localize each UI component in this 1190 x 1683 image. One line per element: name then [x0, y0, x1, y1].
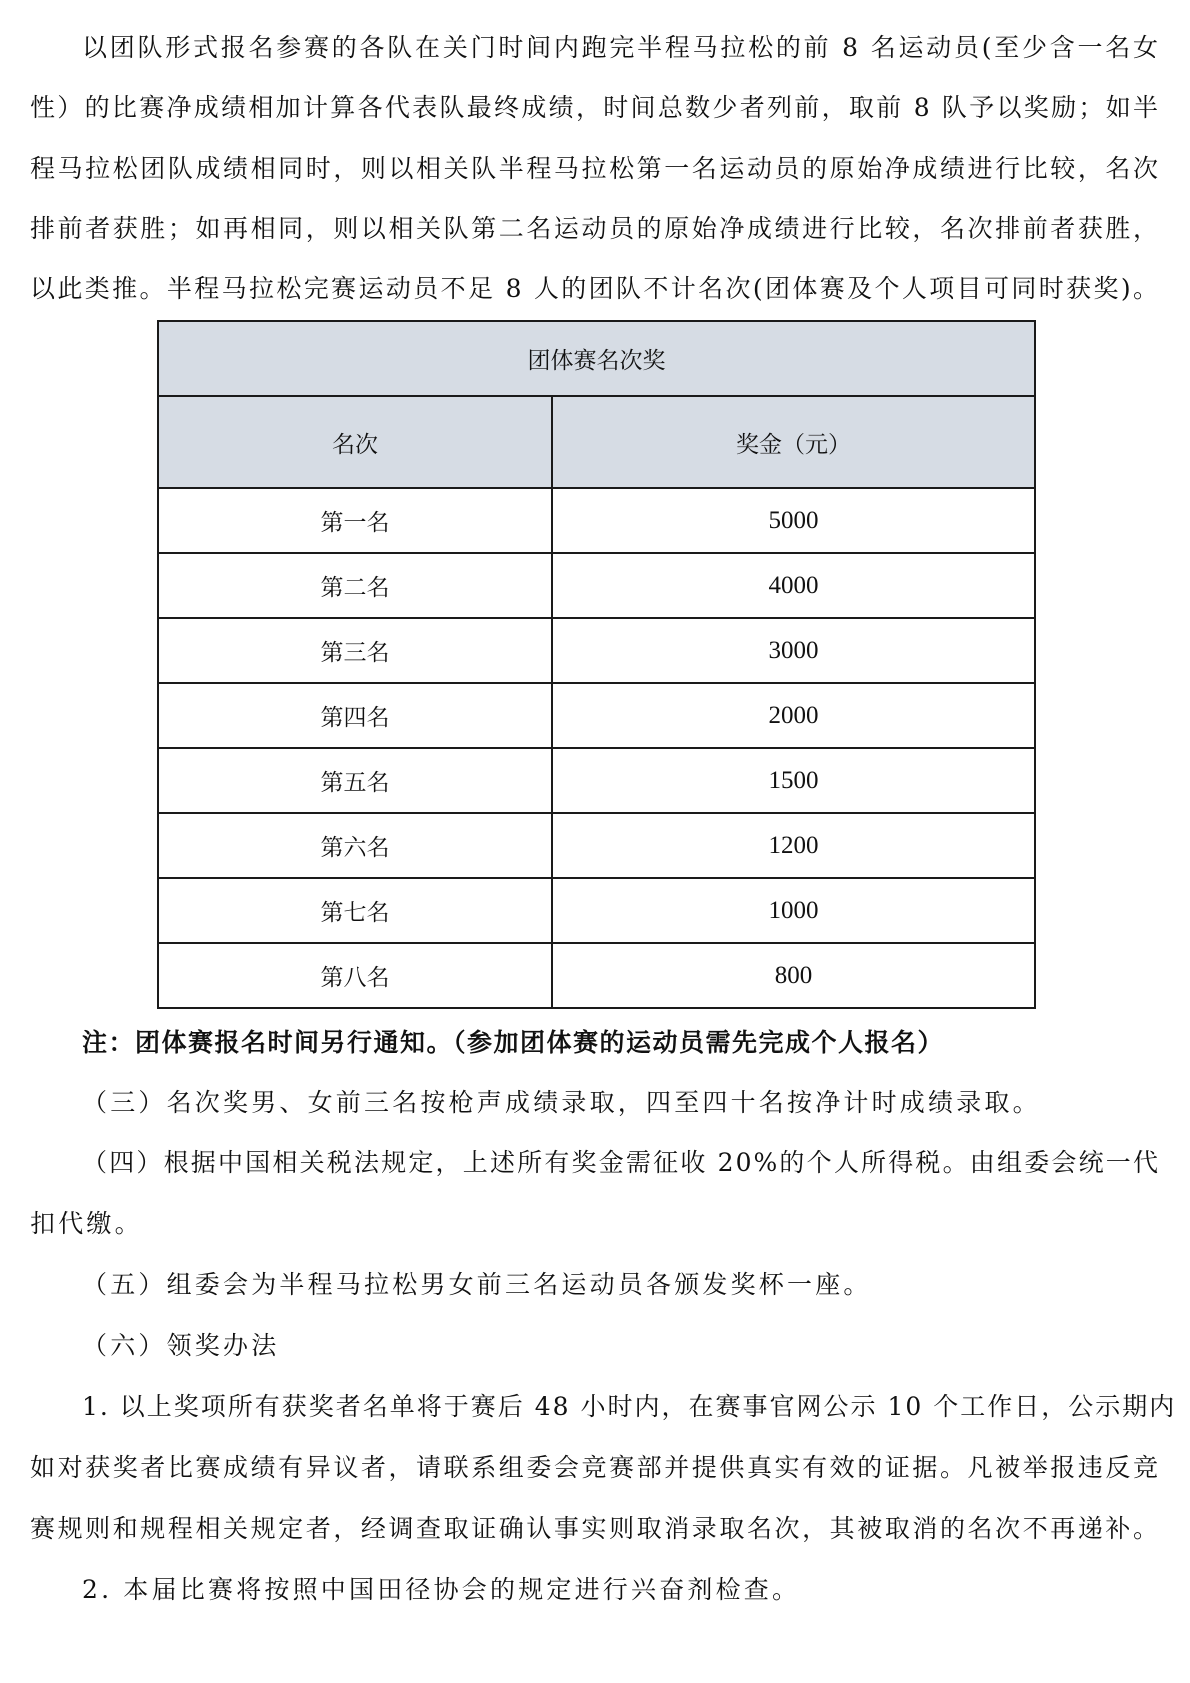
amount-cell: 2000	[552, 683, 1035, 748]
amount-cell: 4000	[552, 553, 1035, 618]
table-header-row	[158, 396, 1035, 488]
rank-cell: 第二名	[158, 553, 552, 618]
table-row	[158, 813, 1035, 878]
amount-cell: 1000	[552, 878, 1035, 943]
rank-cell: 第三名	[158, 618, 552, 683]
team-registration-note: 注：团体赛报名时间另行通知。（参加团体赛的运动员需先完成个人报名）	[82, 1028, 945, 1057]
rank-cell: 第一名	[158, 488, 552, 553]
amount-cell: 1200	[552, 813, 1035, 878]
table-title: 团体赛名次奖	[158, 321, 1035, 396]
section-4-line-1: （四）根据中国相关税法规定，上述所有奖金需征收 20%的个人所得税。由组委会统一代	[82, 1148, 1160, 1177]
intro-line-5: 以此类推。半程马拉松完赛运动员不足 8 人的团队不计名次(团体赛及个人项目可同时获奖)。	[30, 274, 1160, 303]
rank-cell: 第六名	[158, 813, 552, 878]
section-6-item-2: 2. 本届比赛将按照中国田径协会的规定进行兴奋剂检查。	[82, 1575, 801, 1604]
section-6-item-1-line-2: 如对获奖者比赛成绩有异议者，请联系组委会竞赛部并提供真实有效的证据。凡被举报违反竞	[30, 1453, 1160, 1482]
intro-line-3: 程马拉松团队成绩相同时，则以相关队半程马拉松第一名运动员的原始净成绩进行比较，名次	[30, 154, 1160, 183]
table-row	[158, 943, 1035, 1008]
column-header-rank: 名次	[158, 396, 552, 488]
rank-cell: 第四名	[158, 683, 552, 748]
table-title-row	[158, 321, 1035, 396]
section-6-item-1-line-3: 赛规则和规程相关规定者，经调查取证确认事实则取消录取名次，其被取消的名次不再递补。	[30, 1514, 1160, 1543]
table-row	[158, 618, 1035, 683]
table-row	[158, 488, 1035, 553]
section-6-heading: （六）领奖办法	[82, 1331, 280, 1360]
table-row	[158, 748, 1035, 813]
intro-line-1: 以团队形式报名参赛的各队在关门时间内跑完半程马拉松的前 8 名运动员(至少含一名女	[82, 33, 1160, 62]
rank-cell: 第五名	[158, 748, 552, 813]
section-3-text: （三）名次奖男、女前三名按枪声成绩录取，四至四十名按净计时成绩录取。	[82, 1088, 1041, 1117]
amount-cell: 3000	[552, 618, 1035, 683]
table-row	[158, 683, 1035, 748]
section-4-line-2: 扣代缴。	[30, 1209, 143, 1238]
intro-line-4: 排前者获胜；如再相同，则以相关队第二名运动员的原始净成绩进行比较，名次排前者获胜，	[30, 214, 1160, 243]
section-5-text: （五）组委会为半程马拉松男女前三名运动员各颁发奖杯一座。	[82, 1270, 872, 1299]
section-6-item-1-line-1: 1. 以上奖项所有获奖者名单将于赛后 48 小时内，在赛事官网公示 10 个工作日，公示期内	[82, 1392, 1177, 1421]
rank-cell: 第七名	[158, 878, 552, 943]
amount-cell: 1500	[552, 748, 1035, 813]
amount-cell: 5000	[552, 488, 1035, 553]
rank-cell: 第八名	[158, 943, 552, 1008]
table-row	[158, 553, 1035, 618]
intro-line-2: 性）的比赛净成绩相加计算各代表队最终成绩，时间总数少者列前，取前 8 队予以奖励；如半	[30, 93, 1160, 122]
column-header-amount: 奖金（元）	[552, 396, 1035, 488]
amount-cell: 800	[552, 943, 1035, 1008]
table-row	[158, 878, 1035, 943]
team-prize-table	[157, 320, 1036, 1009]
